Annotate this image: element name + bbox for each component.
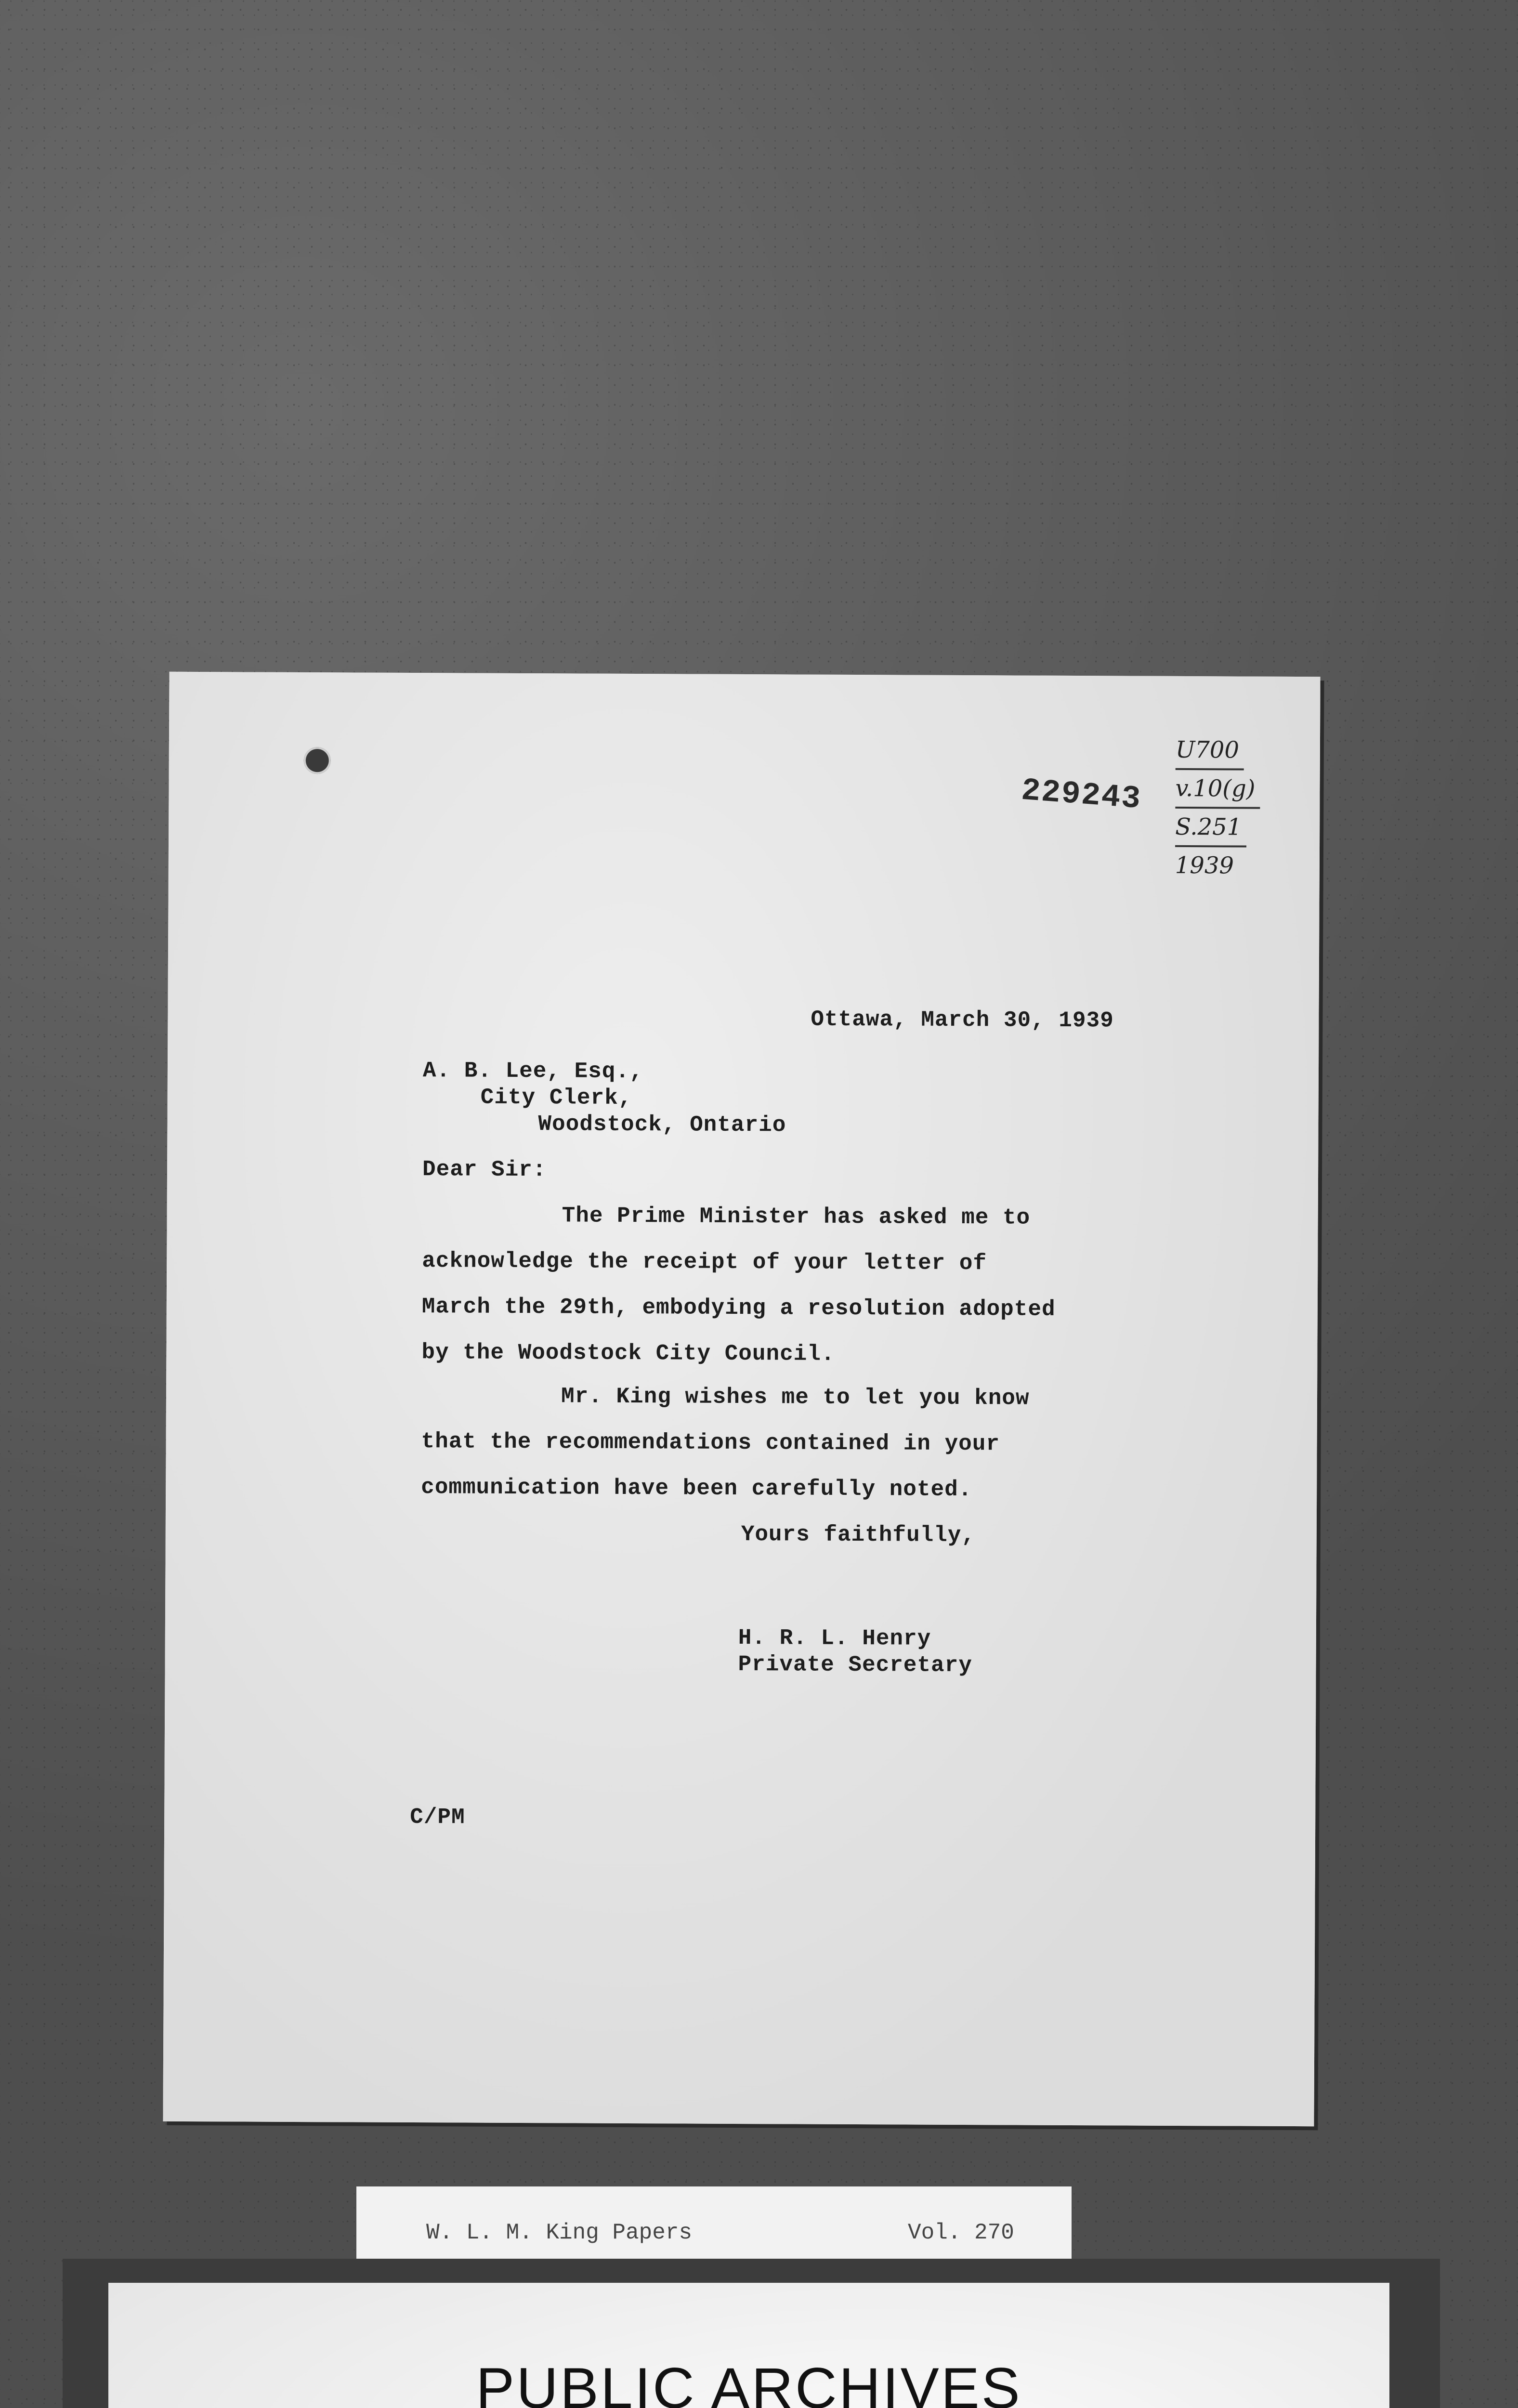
address-line: City Clerk, xyxy=(480,1085,632,1111)
letter-sheet xyxy=(163,672,1320,2126)
collection-name: W. L. M. King Papers xyxy=(426,2220,693,2245)
body-line: acknowledge the receipt of your letter of xyxy=(422,1248,987,1276)
body-line: that the recommendations contained in your xyxy=(421,1429,1000,1457)
placard-title-en: PUBLIC ARCHIVES xyxy=(476,2356,1022,2408)
body-line: by the Woodstock City Council. xyxy=(421,1340,835,1367)
letter-date: Ottawa, March 30, 1939 xyxy=(811,1007,1114,1034)
signature-name: H. R. L. Henry xyxy=(738,1625,931,1651)
annotation-line: S.251 xyxy=(1175,809,1246,848)
annotation-line: v.10(g) xyxy=(1175,770,1260,809)
archives-placard xyxy=(108,2283,1389,2408)
annotation-line: 1939 xyxy=(1175,851,1234,879)
closing: Yours faithfully, xyxy=(741,1521,976,1548)
reference-initials: C/PM xyxy=(410,1805,465,1830)
body-line: communication have been carefully noted. xyxy=(421,1475,972,1503)
address-line: A. B. Lee, Esq., xyxy=(422,1058,643,1085)
annotation-line: U700 xyxy=(1176,732,1244,771)
body-line: The Prime Minister has asked me to xyxy=(562,1203,1031,1230)
salutation: Dear Sir: xyxy=(422,1157,547,1183)
volume-number: Vol. 270 xyxy=(908,2220,1014,2245)
address-line: Woodstock, Ontario xyxy=(538,1112,786,1138)
document-number-stamp: 229243 xyxy=(1020,772,1143,818)
body-line: March the 29th, embodying a resolution adopted xyxy=(421,1294,1056,1322)
punch-hole xyxy=(304,747,331,774)
handwritten-annotation xyxy=(1175,732,1301,884)
body-line: Mr. King wishes me to let you know xyxy=(561,1384,1030,1411)
signature-title: Private Secretary xyxy=(738,1651,972,1678)
